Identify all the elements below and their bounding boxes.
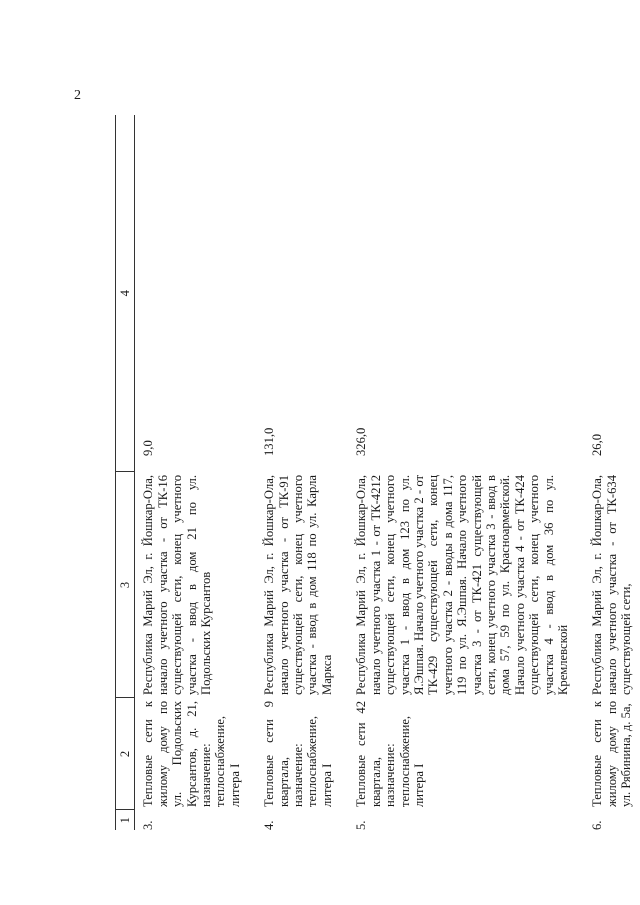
heating-networks-table xyxy=(115,115,640,830)
object-name: Тепловые сети 42 квартала, назначение: теплоснабжение, литера I xyxy=(354,701,426,807)
object-name: Тепловые сети 9 квартала, назначение: теплоснабжение, литера I xyxy=(262,701,334,807)
object-location: Республика Марий Эл, г. Йошкар-Ола, начало учетного участка - от ТК-91 существующей сети, конец учетного участка - ввод в дом 118 по ул. Карла Маркса xyxy=(262,475,334,695)
table-row xyxy=(135,115,256,830)
column-header-1: 1 xyxy=(116,810,135,830)
table-row xyxy=(348,115,584,830)
object-location: Республика Марий Эл, г. Йошкар-Ола, начало учетного участка 1 - от ТК-4212 существующей сети, конец учетного участка 1 - ввод в дом 123 по ул. Я.Эшпая. Начало учетного участка 2 - от ТК-429 существующей сети, конец учетного участка 2 - вводы в дома 117, 119 по ул. Я.Эшпая. Начало учетного участка 3 - от ТК-421 существующей сети, конец учетного участка 3 - ввод в дома 57, 59 по ул. Красноармейской. Начало учетного участка 4 - от ТК-424 существующей сети, конец учетного участка 4 - ввод в дом 36 по ул. Кремлевской xyxy=(354,475,570,695)
row-number: 6. xyxy=(590,820,605,830)
column-header-4: 4 xyxy=(116,115,135,472)
rotated-table-page xyxy=(115,115,634,830)
row-number: 4. xyxy=(262,820,277,830)
column-header-2: 2 xyxy=(116,698,135,810)
object-length: 9,0 xyxy=(141,440,156,456)
table-row xyxy=(584,115,640,830)
row-number: 5. xyxy=(354,820,369,830)
object-name: Тепловые сети к жилому дому по ул. Подольских Курсантов, д. 21, назначение: теплоснабжение, литера I xyxy=(141,701,242,807)
table-header-row xyxy=(116,115,135,830)
object-length: 326,0 xyxy=(354,427,369,456)
row-number: 3. xyxy=(141,820,156,830)
column-header-3: 3 xyxy=(116,472,135,698)
object-location: Республика Марий Эл, г. Йошкар-Ола, начало учетного участка - от ТК-634 существующей сети, xyxy=(590,475,634,695)
object-length: 131,0 xyxy=(262,427,277,456)
object-length: 26,0 xyxy=(590,433,605,456)
table-row xyxy=(256,115,348,830)
object-location: Республика Марий Эл, г. Йошкар-Ола, начало учетного участка - от ТК-16 существующей сети, конец учетного участка - ввод в дом 21 по ул. Подольских Курсантов xyxy=(141,475,214,695)
page-number: 2 xyxy=(74,88,81,103)
object-name: Тепловые сети к жилому дому по ул. Рябинина, д. 5а, xyxy=(590,701,634,807)
